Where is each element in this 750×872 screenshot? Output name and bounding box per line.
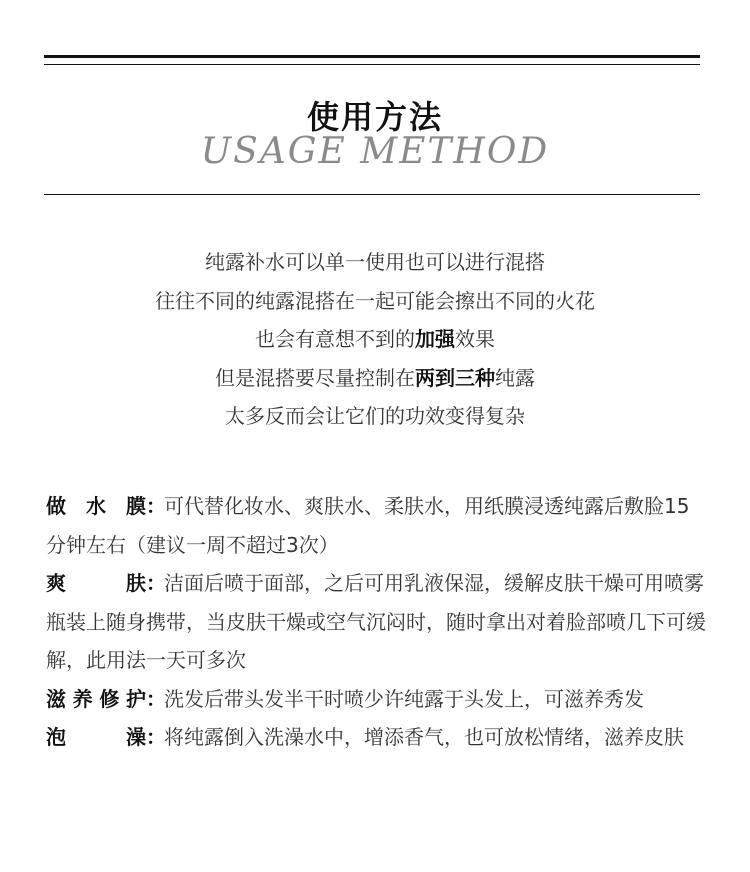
header-rule-thick [44,55,700,58]
usage-item-label: 做水膜： [46,494,166,518]
section-divider [44,194,700,195]
usage-item-hair-care [46,680,706,719]
intro-line-4-emphasis: 两到三种 [415,365,495,390]
usage-item-water-mask [46,487,706,564]
page-subtitle: USAGE METHOD [200,131,550,172]
usage-item-text: 可代替化妆水、爽肤水、柔肤水，用纸膜浸透纯露后敷脸15分钟左右（建议一周不超过3次） [46,494,690,557]
usage-item-text: 将纯露倒入洗澡水中，增添香气，也可放松情绪，滋养皮肤 [164,725,684,749]
intro-line-3-start: 也会有意想不到的 [255,327,415,351]
intro-line-3 [0,320,750,359]
header-rule-thin [44,64,700,65]
usage-item-label: 爽肤： [46,571,166,595]
intro-line-5: 太多反而会让它们的功效变得复杂 [225,404,525,428]
usage-item-label: 滋养修护： [46,686,166,711]
usage-item-text: 洁面后喷于面部，之后可用乳液保湿，缓解皮肤干燥可用喷雾瓶装上随身携带，当皮肤干燥或空气沉闷时，随时拿出对着脸部喷几下可缓解，此用法一天可多次 [46,571,706,672]
intro-line-3-end: 效果 [455,327,495,351]
intro-line-4-end: 纯露 [495,365,535,390]
usage-item-label: 泡澡： [46,725,166,749]
intro-line-2: 往往不同的纯露混搭在一起可能会擦出不同的火花 [155,288,595,313]
page-title: 使用方法 [306,98,443,136]
intro-line-4-start: 但是混搭要尽量控制在 [215,365,415,390]
usage-item-text: 洗发后带头发半干时喷少许纯露于头发上，可滋养秀发 [164,686,644,711]
intro-paragraph [0,243,750,436]
usage-item-toner [46,564,706,680]
intro-line-3-emphasis: 加强 [415,327,455,351]
usage-item-bath [46,718,706,757]
intro-line-1: 纯露补水可以单一使用也可以进行混搭 [205,250,545,274]
usage-list [46,487,706,757]
intro-line-4 [0,359,750,398]
